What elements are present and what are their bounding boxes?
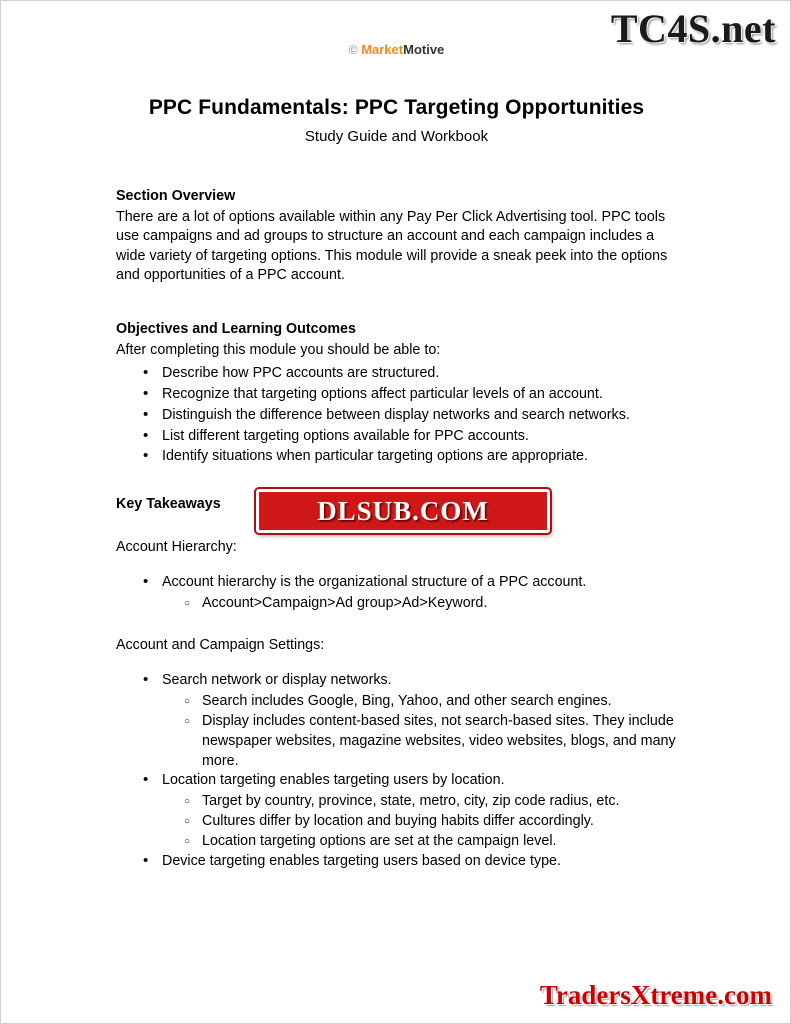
list-item: • Recognize that targeting options affect particular levels of an account. (116, 385, 681, 405)
device-targeting-list (116, 852, 681, 872)
section-objectives (116, 320, 681, 468)
objectives-list (116, 364, 681, 467)
page-subtitle: Study Guide and Workbook (304, 128, 489, 145)
list-item: • Identify situations when particular targeting options are appropriate. (116, 447, 681, 467)
list-item: ○ Location targeting options are set at the campaign level. (162, 832, 681, 852)
list-item: ○ Account>Campaign>Ad group>Ad>Keyword. (162, 594, 681, 614)
list-item: ○ Display includes content-based sites, not search-based sites. They include newspaper websites, magazine websites, video websites, blogs, and many more. (162, 712, 681, 771)
location-targeting-sublist (162, 792, 681, 851)
account-hierarchy-list (116, 573, 681, 593)
section-overview-body: There are a lot of options available within any Pay Per Click Advertising tool. PPC tools use campaigns and ad groups to structure an account and each campaign includes a wide variety of targeting options. This module will provide a sneak peek into the options and opportunities of a PPC account. (116, 208, 668, 284)
section-key-takeaways (116, 495, 681, 872)
list-item: ○ Target by country, province, state, metro, city, zip code radius, etc. (162, 792, 681, 812)
watermark-dlsub-text: DLSUB.COM (317, 495, 489, 526)
brand-market: Market (361, 42, 404, 57)
section-overview-heading: Section Overview (116, 188, 236, 204)
watermark-tc4s: TC4S.net (610, 6, 776, 51)
list-item: ○ Search includes Google, Bing, Yahoo, and other search engines. (162, 692, 681, 712)
list-item: • Device targeting enables targeting users based on device type. (116, 852, 681, 872)
account-campaign-settings-list (116, 671, 681, 691)
list-item: • Describe how PPC accounts are structured. (116, 364, 681, 384)
page-title: PPC Fundamentals: PPC Targeting Opportunities (148, 96, 645, 119)
copyright-symbol: © (348, 43, 358, 57)
section-objectives-heading: Objectives and Learning Outcomes (116, 321, 356, 337)
section-objectives-intro: After completing this module you should be able to: (116, 341, 441, 358)
location-targeting-list (116, 771, 681, 791)
list-item: • Search network or display networks. (116, 671, 681, 691)
brand-motive: Motive (403, 42, 445, 57)
list-item: • Location targeting enables targeting users by location. (116, 771, 681, 791)
list-item: • List different targeting options available for PPC accounts. (116, 427, 681, 447)
account-hierarchy-sublist (162, 594, 681, 614)
search-display-sublist (162, 692, 681, 771)
list-item: ○ Cultures differ by location and buying habits differ accordingly. (162, 812, 681, 832)
list-item: • Account hierarchy is the organizational structure of a PPC account. (116, 573, 681, 593)
account-campaign-settings-label: Account and Campaign Settings: (116, 636, 325, 653)
watermark-tradersxtreme: TradersXtreme.com (539, 980, 772, 1010)
section-overview (116, 187, 681, 286)
watermark-dlsub (256, 489, 550, 533)
list-item: • Distinguish the difference between display networks and search networks. (116, 406, 681, 426)
section-key-takeaways-heading: Key Takeaways (116, 496, 221, 512)
account-hierarchy-label: Account Hierarchy: (116, 538, 237, 555)
footer-logo (1, 42, 791, 57)
